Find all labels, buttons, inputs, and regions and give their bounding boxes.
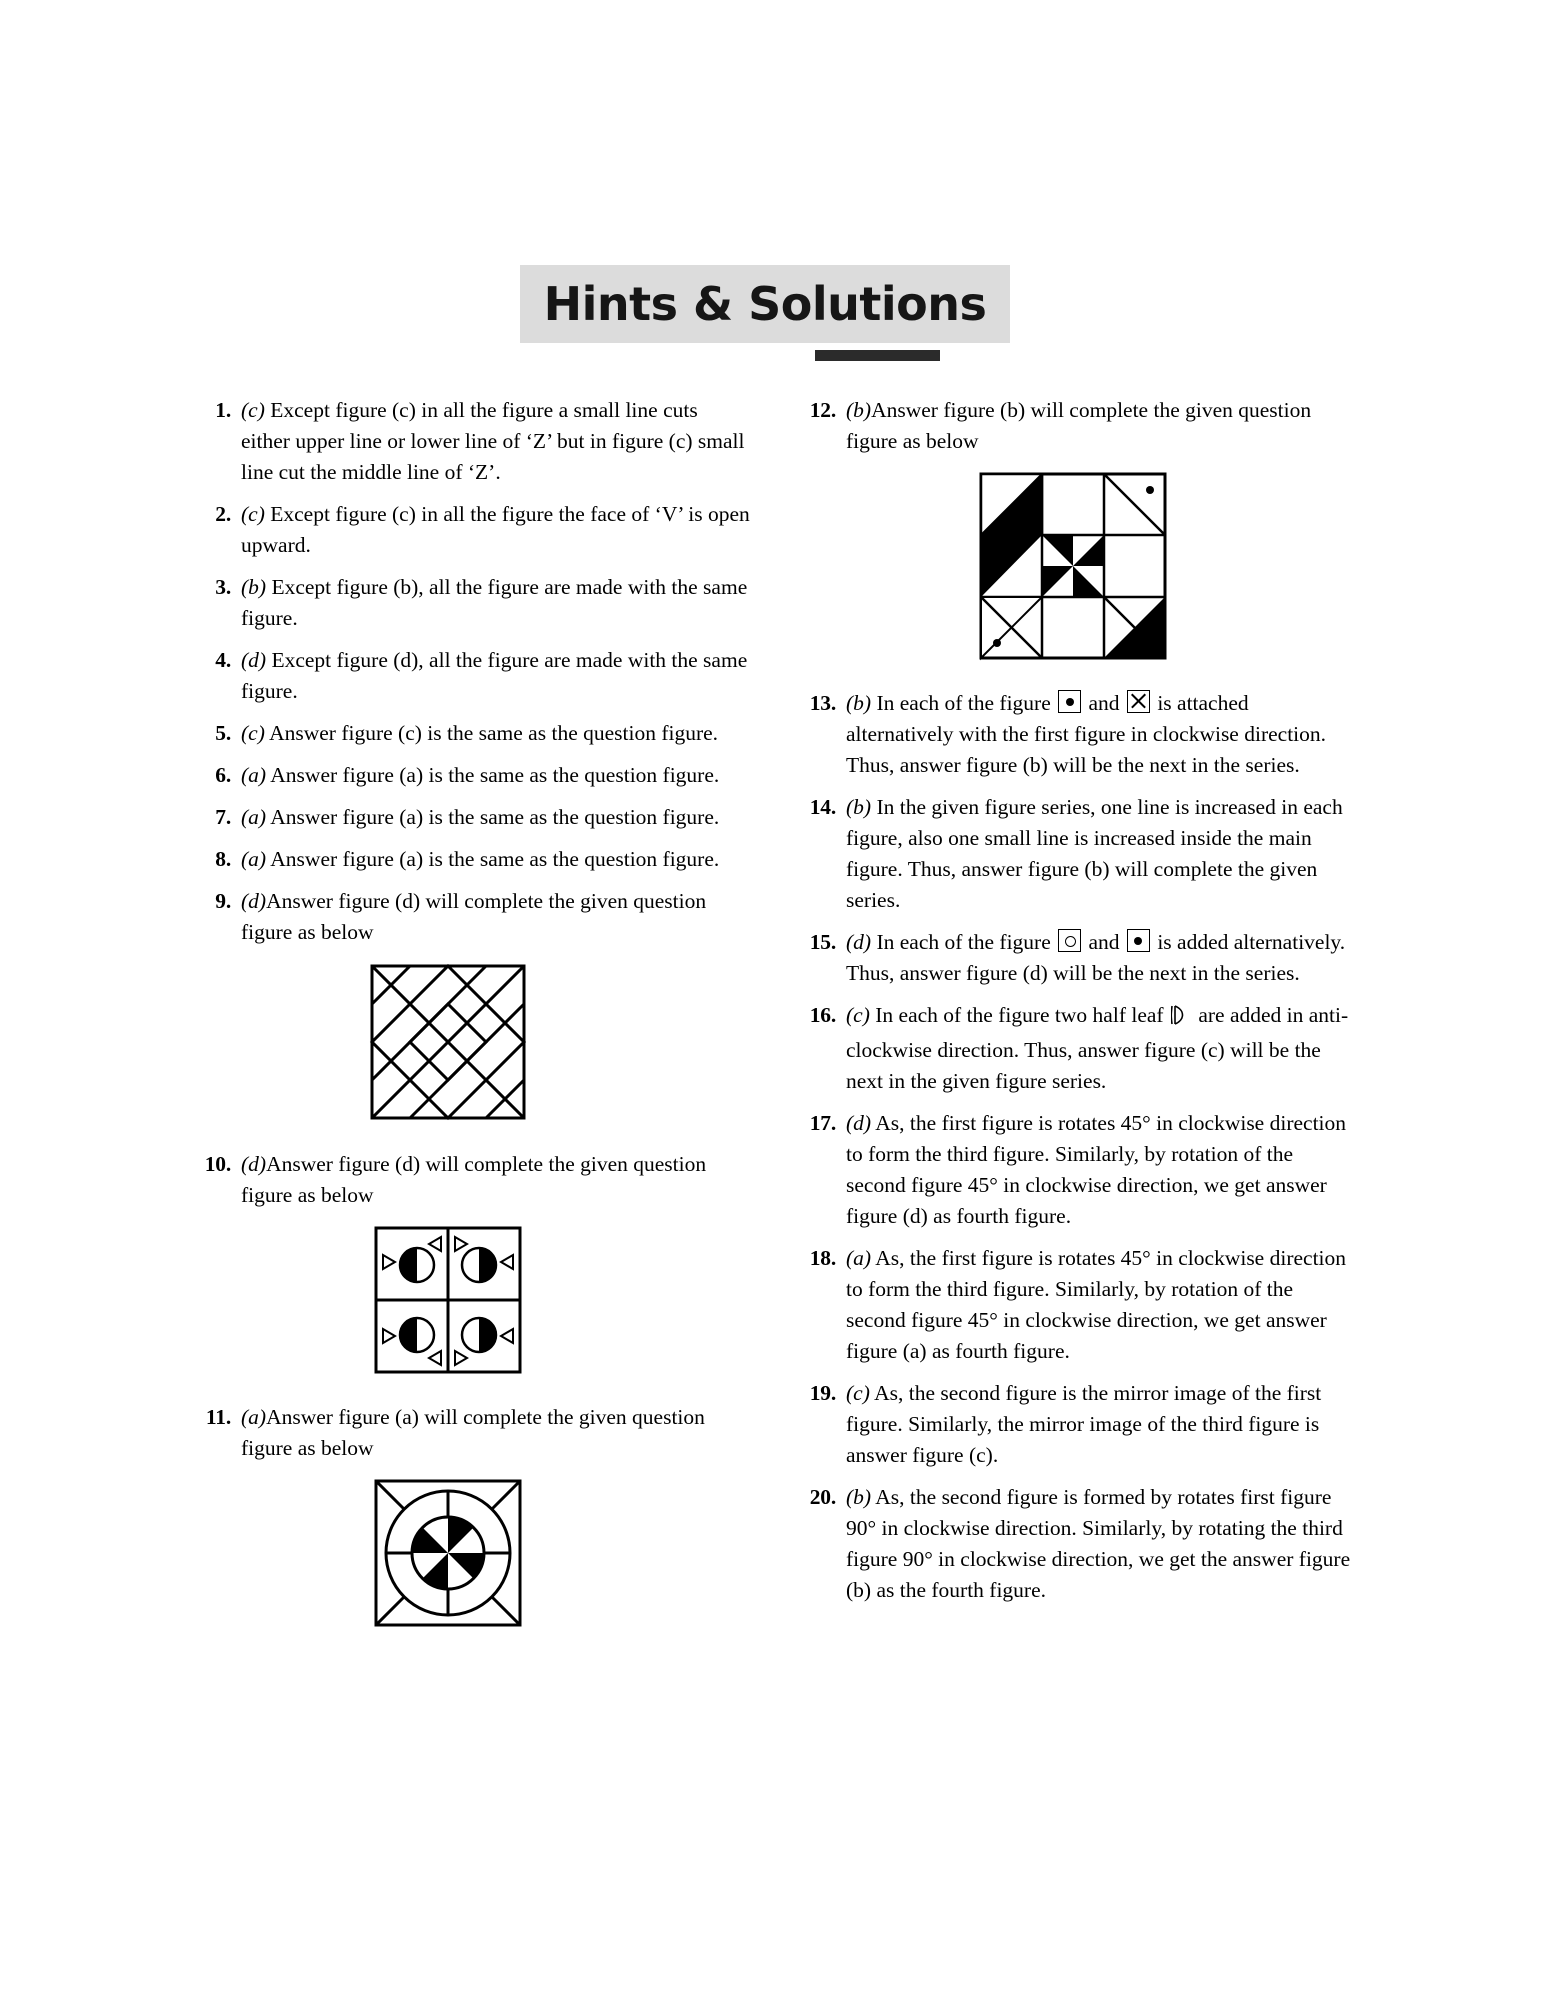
item-explanation-part: In each of the figure two half leaf — [875, 1003, 1169, 1027]
item-option: (d) — [241, 889, 267, 913]
solution-item — [185, 499, 750, 561]
item-explanation: Answer figure (a) is the same as the question figure. — [270, 805, 720, 829]
item-explanation-part: and — [1083, 691, 1125, 715]
item-option: (b) — [846, 795, 872, 819]
item-number: 14. — [809, 795, 836, 819]
item-number: 19. — [809, 1381, 836, 1405]
item-number: 11. — [205, 1405, 231, 1429]
figure-four-quadrant-circles-arrows — [145, 1225, 750, 1380]
item-text — [846, 688, 1355, 781]
title-underline-rule — [815, 350, 940, 361]
item-explanation: Except figure (c) in all the figure the face of ‘V’ is open upward. — [241, 502, 750, 557]
item-number: 4. — [215, 648, 231, 672]
solution-item — [185, 844, 750, 875]
item-number: 20. — [809, 1485, 836, 1509]
solution-item — [185, 802, 750, 833]
item-text — [846, 1108, 1355, 1232]
solution-item — [790, 1378, 1355, 1471]
figure-pinwheel-grid — [790, 471, 1355, 666]
item-option: (c) — [241, 721, 265, 745]
item-number: 18. — [809, 1246, 836, 1270]
item-option: (d) — [846, 930, 872, 954]
item-option: (d) — [241, 648, 267, 672]
figure-square-diagonal-lattice — [145, 962, 750, 1127]
item-number: 8. — [215, 847, 231, 871]
page-title: Hints & Solutions — [543, 277, 987, 331]
item-text — [241, 844, 750, 875]
item-number: 3. — [215, 575, 231, 599]
item-explanation-part: is added alternatively. Thus, answer figure (d) will be the next in the series. — [846, 930, 1346, 985]
item-option: (c) — [241, 398, 265, 422]
solution-item — [185, 1402, 750, 1464]
item-number: 13. — [809, 691, 836, 715]
item-text — [846, 1000, 1355, 1097]
item-option: (c) — [241, 502, 265, 526]
solution-item — [185, 395, 750, 488]
item-explanation-part: In each of the figure — [876, 691, 1057, 715]
item-number: 5. — [215, 721, 231, 745]
item-option: (b) — [241, 575, 267, 599]
item-explanation-part: In each of the figure — [876, 930, 1057, 954]
item-number: 9. — [215, 889, 231, 913]
item-explanation: Except figure (b), all the figure are made with the same figure. — [241, 575, 748, 630]
item-text — [846, 927, 1355, 989]
item-explanation: Answer figure (a) is the same as the question figure. — [270, 763, 720, 787]
item-text — [241, 718, 750, 749]
item-explanation-part: is attached alternatively with the first figure in clockwise direction. Thus, answer figure (b) will be the next in the series. — [846, 691, 1327, 777]
item-text — [241, 572, 750, 634]
item-explanation-part: are added in anti-clockwise direction. Thus, answer figure (c) will be the next in the given figure series. — [846, 1003, 1349, 1093]
item-number: 1. — [215, 398, 231, 422]
item-explanation: Answer figure (b) will complete the given question figure as below — [846, 398, 1312, 453]
solution-item — [790, 1482, 1355, 1606]
item-explanation: As, the first figure is rotates 45° in clockwise direction to form the third figure. Similarly, by rotation of the second figure 45° in clockwise direction, we get answer figure (a) as fourth figure. — [846, 1246, 1347, 1363]
item-text — [846, 792, 1355, 916]
item-number: 2. — [215, 502, 231, 526]
item-explanation: As, the first figure is rotates 45° in clockwise direction to form the third figure. Similarly, by rotation of the second figure 45° in clockwise direction, we get answer figure (d) as fourth figure. — [846, 1111, 1347, 1228]
item-text — [846, 1243, 1355, 1367]
item-explanation: Answer figure (a) is the same as the question figure. — [270, 847, 720, 871]
item-text — [846, 1482, 1355, 1606]
item-text — [241, 1402, 750, 1464]
item-text — [846, 1378, 1355, 1471]
item-explanation: In the given figure series, one line is increased in each figure, also one small line is increased inside the main figure. Thus, answer figure (b) will complete the given series. — [846, 795, 1343, 912]
item-text — [241, 499, 750, 561]
solution-item — [790, 1108, 1355, 1232]
solution-item — [790, 1000, 1355, 1097]
item-option: (c) — [846, 1381, 870, 1405]
solution-item — [185, 645, 750, 707]
item-explanation: Answer figure (a) will complete the given question figure as below — [241, 1405, 705, 1460]
item-option: (a) — [241, 1405, 267, 1429]
item-option: (a) — [241, 847, 267, 871]
item-text — [241, 395, 750, 488]
item-text — [241, 645, 750, 707]
item-number: 7. — [215, 805, 231, 829]
item-text — [846, 395, 1355, 457]
item-number: 10. — [204, 1152, 231, 1176]
item-number: 12. — [809, 398, 836, 422]
solution-item — [185, 718, 750, 749]
item-text — [241, 760, 750, 791]
item-text — [241, 886, 750, 948]
item-option: (d) — [241, 1152, 267, 1176]
left-column — [185, 395, 750, 1655]
solution-item — [790, 395, 1355, 457]
solution-item — [185, 886, 750, 948]
item-explanation: Except figure (d), all the figure are made with the same figure. — [241, 648, 748, 703]
item-explanation: As, the second figure is the mirror image of the first figure. Similarly, the mirror image of the third figure is answer figure (c). — [846, 1381, 1322, 1467]
solution-item — [790, 1243, 1355, 1367]
item-explanation: Answer figure (c) is the same as the question figure. — [269, 721, 719, 745]
solution-item — [790, 927, 1355, 989]
dot-hollow-box-icon — [1058, 929, 1081, 952]
item-number: 16. — [809, 1003, 836, 1027]
dot-filled-box-icon — [1058, 690, 1081, 713]
half-leaf-icon — [1171, 1004, 1191, 1035]
solution-item — [185, 760, 750, 791]
item-number: 6. — [215, 763, 231, 787]
item-explanation: Except figure (c) in all the figure a small line cuts either upper line or lower line of ‘Z’ but in figure (c) small line cut the middle line of ‘Z’. — [241, 398, 745, 484]
item-number: 15. — [809, 930, 836, 954]
cross-box-icon — [1127, 690, 1150, 713]
solution-item — [790, 688, 1355, 781]
figure-circle-pinwheel — [145, 1478, 750, 1633]
item-option: (b) — [846, 398, 872, 422]
item-option: (b) — [846, 691, 872, 715]
item-option: (b) — [846, 1485, 872, 1509]
solution-item — [790, 792, 1355, 916]
item-explanation: Answer figure (d) will complete the given question figure as below — [241, 889, 707, 944]
item-option: (c) — [846, 1003, 870, 1027]
item-text — [241, 802, 750, 833]
item-number: 17. — [809, 1111, 836, 1135]
item-option: (d) — [846, 1111, 872, 1135]
item-explanation-part: and — [1083, 930, 1125, 954]
item-option: (a) — [846, 1246, 872, 1270]
item-option: (a) — [241, 805, 267, 829]
right-column — [790, 395, 1355, 1617]
item-text — [241, 1149, 750, 1211]
solution-item — [185, 572, 750, 634]
item-explanation: As, the second figure is formed by rotates first figure 90° in clockwise direction. Similarly, by rotating the third figure 90° in clockwise direction, we get the answer figure (b) as the fourth figure. — [846, 1485, 1351, 1602]
page-title-block — [520, 265, 1010, 360]
dot-filled-box-icon — [1127, 929, 1150, 952]
item-option: (a) — [241, 763, 267, 787]
solution-item — [185, 1149, 750, 1211]
item-explanation: Answer figure (d) will complete the given question figure as below — [241, 1152, 707, 1207]
